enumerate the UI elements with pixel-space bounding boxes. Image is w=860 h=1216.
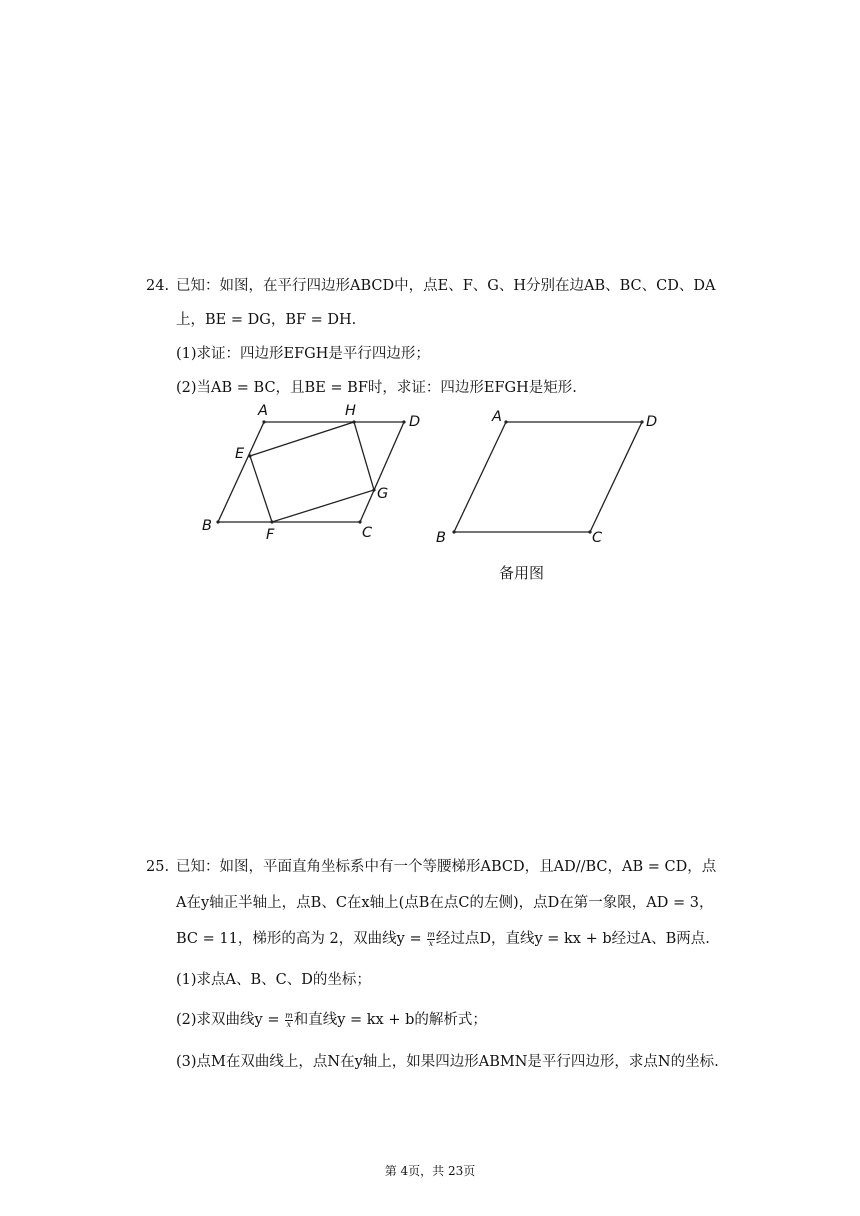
parallelogram-abcd [218, 422, 404, 522]
q25-stem-line2: A在y轴正半轴上，点B、C在x轴上(点B在点C的左侧)，点D在第一象限，AD = 3， [176, 895, 714, 911]
q24-stem-line2: 上，BE = DG，BF = DH. [176, 312, 357, 328]
q25-stem-line3-a: BC = 11，梯形的高为 2，双曲线y = [176, 931, 427, 947]
q24-stem-line1: 已知：如图，在平行四边形ABCD中，点E、F、G、H分别在边AB、BC、CD、DA [176, 278, 716, 294]
fig2-label-c: C [592, 530, 603, 546]
fig1-label-g: G [377, 486, 389, 502]
fraction-m-over-x: $\frac{m}{x}$ [427, 929, 435, 948]
q25-stem-line1: 已知：如图，平面直角坐标系中有一个等腰梯形ABCD，且AD//BC，AB = CD，点 [176, 859, 717, 875]
q24-number: 24. [146, 278, 170, 294]
fig1-label-b: B [202, 518, 212, 534]
fig1-label-d: D [409, 414, 421, 430]
fig2-label-a: A [492, 409, 502, 425]
q25-stem-line3-b: 经过点D，直线y = kx + b经过A、B两点. [435, 931, 710, 947]
fig1-label-c: C [362, 525, 373, 541]
fig2-caption: 备用图 [499, 564, 545, 582]
fig1-label-e: E [235, 446, 245, 462]
q25-part2-b: 和直线y = kx + b的解析式； [293, 1012, 487, 1028]
fig1-label-h: H [345, 403, 356, 419]
backup-parallelogram [454, 422, 642, 532]
fig1-label-f: F [266, 527, 275, 543]
quadrilateral-efgh [250, 422, 374, 522]
q24-part2: (2)当AB = BC，且BE = BF时，求证：四边形EFGH是矩形. [176, 380, 577, 396]
fig2-label-b: B [436, 530, 446, 546]
fig2-label-d: D [646, 414, 658, 430]
fig1-label-a: A [258, 403, 268, 419]
q25-part1: (1)求点A、B、C、D的坐标； [176, 972, 371, 988]
q25-part3: (3)点M在双曲线上，点N在y轴上，如果四边形ABMN是平行四边形，求点N的坐标. [176, 1054, 719, 1070]
q25-stem-line3 [176, 929, 710, 949]
fraction-m-over-x-2: $\frac{m}{x}$ [285, 1010, 293, 1029]
q25-part2-a: (2)求双曲线y = [176, 1012, 285, 1028]
q25-part2 [176, 1010, 487, 1030]
q25-number: 25. [146, 859, 170, 875]
q24-figure-main [0, 0, 860, 600]
page-footer: 第 4页，共 23页 [384, 1164, 476, 1178]
q24-part1: (1)求证：四边形EFGH是平行四边形； [176, 346, 430, 362]
